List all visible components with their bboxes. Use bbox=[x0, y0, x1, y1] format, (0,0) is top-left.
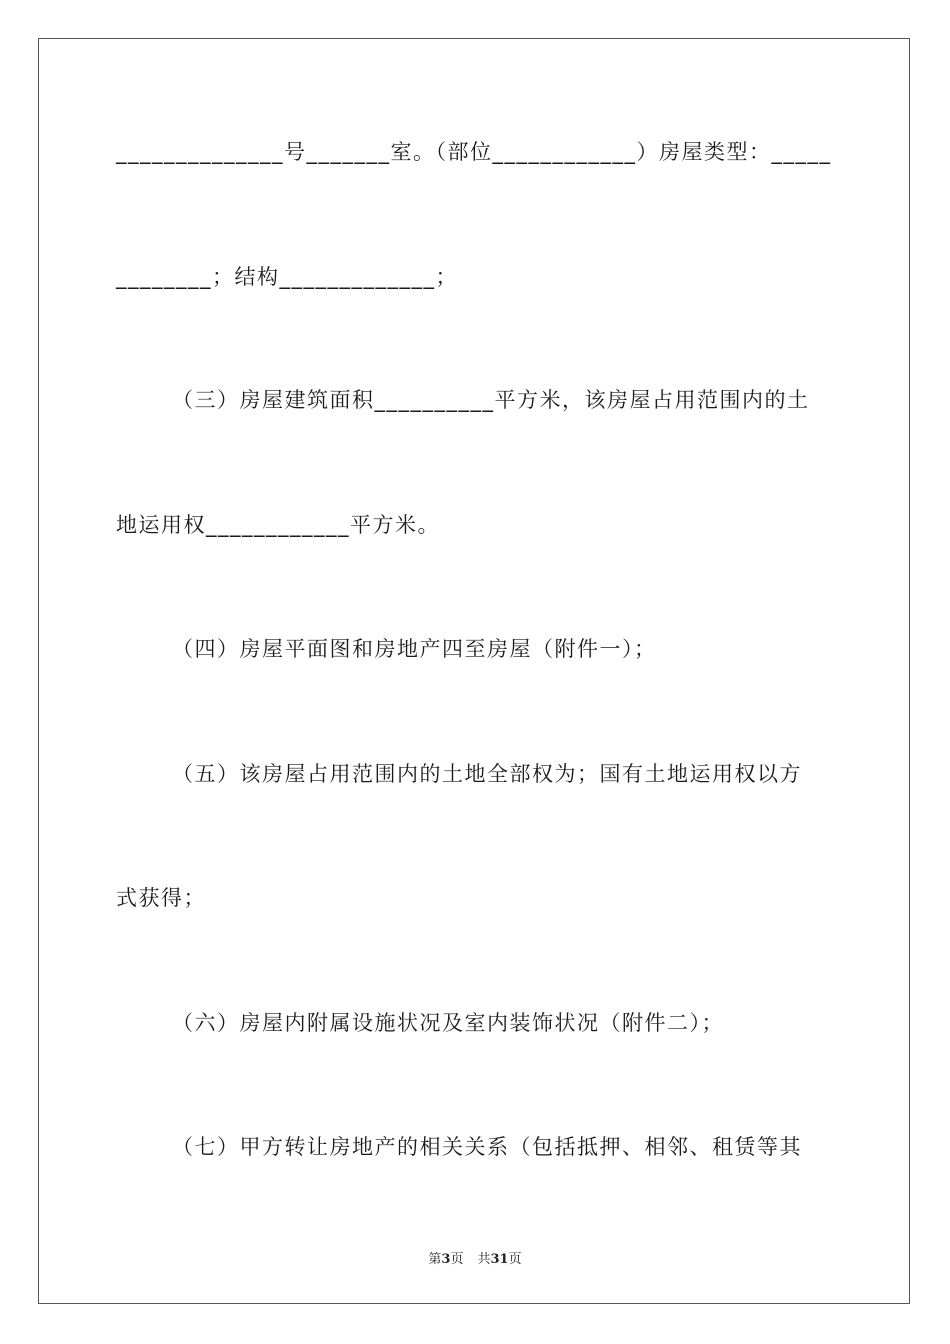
page-border bbox=[38, 38, 910, 1304]
paragraph-5-line-1: （五）该房屋占用范围内的土地全部权为；国有土地运用权以方 bbox=[172, 762, 802, 786]
footer-page-suffix: 页 bbox=[450, 1252, 464, 1267]
text-line-2: ________；结构_____________； bbox=[116, 265, 458, 289]
paragraph-6: （六）房屋内附属设施状况及室内装饰状况（附件二）； bbox=[172, 1011, 724, 1035]
page-footer bbox=[0, 1248, 950, 1267]
paragraph-3-line-1: （三）房屋建筑面积__________平方米，该房屋占用范围内的土 bbox=[172, 388, 810, 412]
footer-page-number: 3 bbox=[441, 1252, 451, 1267]
paragraph-5-line-2: 式获得； bbox=[116, 886, 206, 910]
paragraph-4: （四）房屋平面图和房地产四至房屋（附件一）； bbox=[172, 637, 657, 661]
footer-total-suffix: 页 bbox=[508, 1252, 522, 1267]
footer-total-prefix: 共 bbox=[477, 1252, 491, 1267]
footer-prefix: 第 bbox=[428, 1252, 442, 1267]
footer-total-pages: 31 bbox=[490, 1252, 509, 1267]
paragraph-3-line-2: 地运用权____________平方米。 bbox=[116, 513, 440, 537]
paragraph-7-line-1: （七）甲方转让房地产的相关关系（包括抵押、相邻、租赁等其 bbox=[172, 1135, 802, 1159]
text-line-1: ______________号_______室。（部位____________）房屋类型：_____ bbox=[116, 140, 832, 164]
